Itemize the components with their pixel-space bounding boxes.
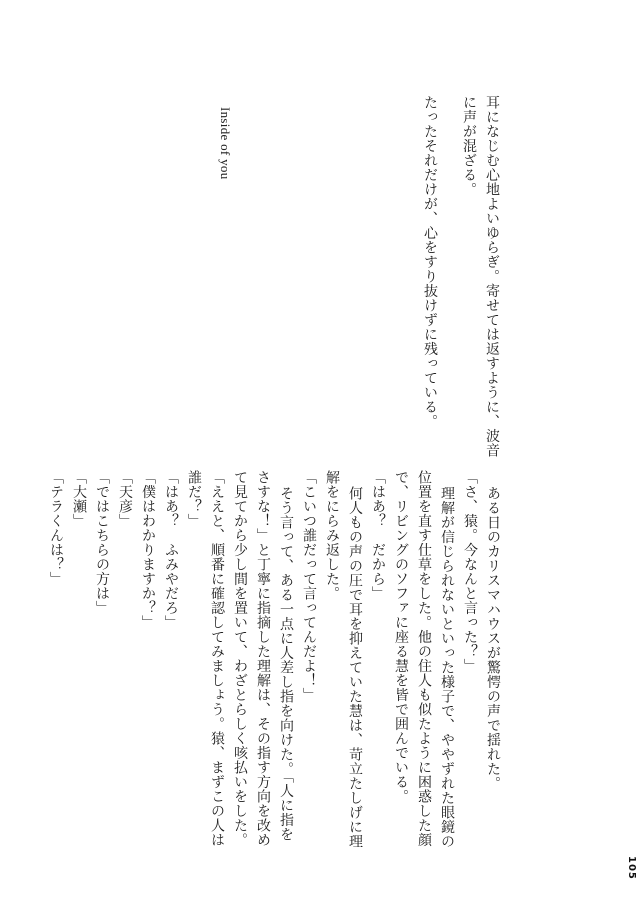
- body-line-4: 位置を直す仕草をした。他の住人も似たように困惑した顔: [416, 470, 432, 847]
- body-line-18: 「ではこちらの方は」: [94, 470, 110, 615]
- top-line-2: に声が混ざる。: [461, 95, 477, 197]
- body-line-13: 「ええと、順番に確認してみましょう。猿、まずこの人は: [209, 470, 225, 847]
- page-number: 105: [626, 856, 637, 880]
- body-line-19: 「大瀬」: [71, 470, 87, 528]
- body-line-12: て見てから少し間を置いて、わざとらしく咳払いをした。: [232, 470, 248, 847]
- body-line-2: 「さ、猿。今なんと言った？」: [462, 470, 478, 673]
- body-line-5: で、リビングのソファに座る慧を皆で囲んでいる。: [393, 470, 409, 804]
- body-line-15: 「はあ？ ふみやだろ」: [163, 470, 179, 630]
- body-line-14: 誰だ？」: [186, 470, 202, 528]
- body-line-9: 「こいつ誰だって言ってんだよ！」: [301, 470, 317, 702]
- chapter-title: Inside of you: [218, 107, 233, 180]
- body-line-16: 「僕はわかりますか？」: [140, 470, 156, 630]
- body-line-8: 解をにらみ返した。: [324, 470, 340, 601]
- body-line-1: ある日のカリスマハウスが驚愕の声で揺れた。: [485, 486, 501, 791]
- body-line-6: 「はあ？ だから」: [370, 470, 386, 601]
- body-line-10: そう言って、ある一点に人差し指を向けた。「人に指を: [278, 486, 294, 842]
- body-line-7: 何人もの声の圧で耳を抑えていた慧は、苛立たしげに理: [347, 486, 363, 849]
- body-line-17: 「天彦」: [117, 470, 133, 528]
- top-line-1: 耳になじむ心地よいゆらぎ。寄せては返すように、波音: [484, 95, 500, 458]
- body-line-3: 理解が信じられないといった様子で、ややずれた眼鏡の: [439, 486, 455, 849]
- body-line-11: さすな！」と丁寧に指摘した理解は、その指す方向を改め: [255, 470, 271, 847]
- top-line-3: たったそれだけが、心をすり抜けずに残っている。: [422, 95, 438, 429]
- body-line-20: 「テラくんは？」: [48, 470, 64, 586]
